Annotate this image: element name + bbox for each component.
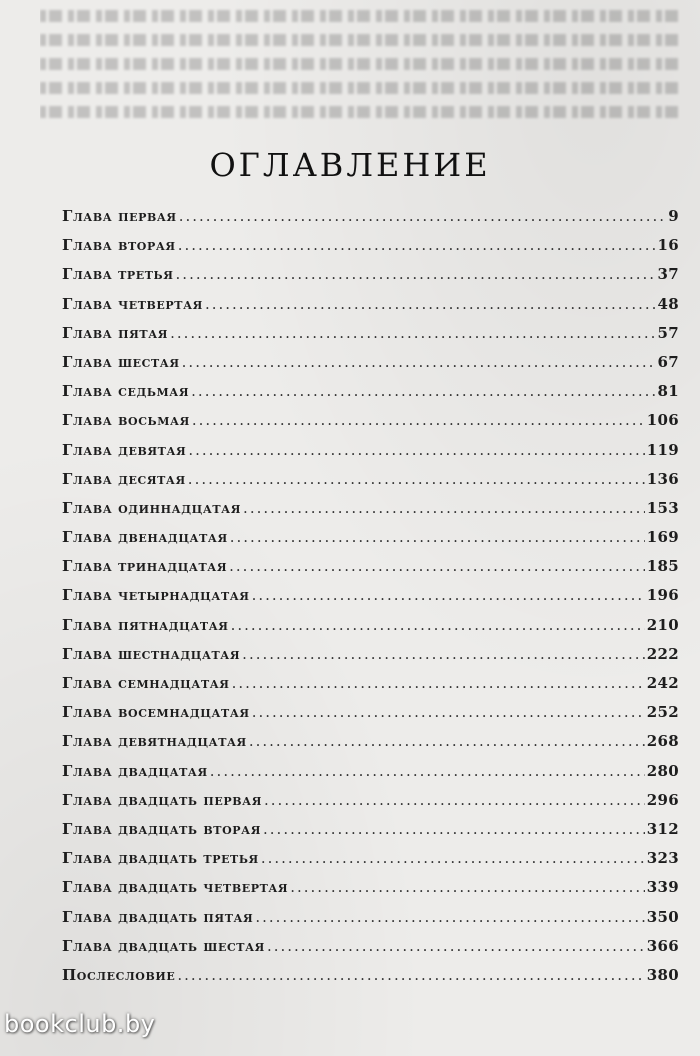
toc-entry-label: Глава двадцать пятая bbox=[62, 907, 254, 926]
leader-dots bbox=[230, 528, 645, 546]
leader-dots bbox=[252, 586, 645, 604]
leader-dots bbox=[290, 878, 645, 896]
toc-entry-page: 339 bbox=[646, 878, 679, 897]
toc-entry bbox=[62, 908, 679, 937]
toc-entry bbox=[62, 441, 679, 470]
toc-entry-page: 312 bbox=[646, 819, 679, 838]
toc-entry-page: 48 bbox=[657, 294, 679, 313]
toc-entry bbox=[62, 470, 679, 499]
toc-entry-label: Глава пятая bbox=[62, 323, 169, 342]
toc-entry-label: Глава первая bbox=[62, 207, 177, 225]
toc-entry-page: 16 bbox=[657, 236, 679, 255]
toc-entry bbox=[62, 499, 679, 528]
toc-entry bbox=[62, 265, 679, 294]
leader-dots bbox=[231, 616, 645, 634]
toc-entry-page: 153 bbox=[646, 498, 679, 517]
toc-entry bbox=[62, 616, 679, 645]
leader-dots bbox=[205, 295, 656, 313]
toc-entry-page: 252 bbox=[646, 703, 679, 722]
toc-entry-page: 222 bbox=[646, 644, 679, 663]
leader-dots bbox=[176, 265, 656, 283]
toc-entry-label: Глава шестнадцатая bbox=[62, 644, 241, 663]
toc-entry-label: Глава двенадцатая bbox=[62, 528, 228, 547]
leader-dots bbox=[243, 499, 645, 517]
toc-entry-label: Глава одиннадцатая bbox=[62, 498, 242, 517]
toc-entry bbox=[62, 762, 679, 791]
toc-entry-page: 268 bbox=[646, 732, 679, 751]
leader-dots bbox=[242, 645, 645, 663]
toc-entry bbox=[62, 937, 679, 966]
toc-entry-label: Глава двадцать шестая bbox=[62, 936, 265, 955]
toc-entry-label: Глава девятнадцатая bbox=[62, 732, 247, 751]
toc-entry-page: 81 bbox=[657, 382, 679, 401]
toc-entry bbox=[62, 353, 679, 382]
toc-entry bbox=[62, 820, 679, 849]
toc-entry-page: 196 bbox=[646, 586, 679, 605]
toc-entry bbox=[62, 295, 679, 324]
toc-entry-label: Глава двадцатая bbox=[62, 761, 208, 780]
leader-dots bbox=[210, 762, 645, 780]
toc-entry-label: Послесловие bbox=[62, 965, 176, 984]
leader-dots bbox=[177, 966, 644, 984]
toc-entry-page: 37 bbox=[657, 265, 679, 284]
leader-dots bbox=[252, 703, 645, 721]
toc-entry-label: Глава десятая bbox=[62, 469, 186, 488]
toc-entry bbox=[62, 849, 679, 878]
toc-entry-label: Глава пятнадцатая bbox=[62, 615, 229, 634]
toc-entry bbox=[62, 732, 679, 761]
toc-entry-page: 136 bbox=[646, 469, 679, 488]
toc-entry-label: Глава двадцать вторая bbox=[62, 819, 262, 838]
toc-entry bbox=[62, 586, 679, 615]
toc-entry-label: Глава четырнадцатая bbox=[62, 586, 250, 605]
leader-dots bbox=[182, 353, 656, 371]
leader-dots bbox=[255, 908, 644, 926]
toc-entry-page: 9 bbox=[668, 207, 679, 225]
leader-dots bbox=[264, 791, 645, 809]
toc-entry-page: 242 bbox=[646, 674, 679, 692]
toc-entry-label: Глава двадцать первая bbox=[62, 790, 263, 809]
toc-entry-label: Глава шестая bbox=[62, 352, 180, 371]
toc-entry-page: 296 bbox=[646, 790, 679, 809]
leader-dots bbox=[267, 937, 645, 955]
toc-entry-label: Глава двадцать четвертая bbox=[62, 878, 289, 897]
toc-entry bbox=[62, 382, 679, 411]
leader-dots bbox=[263, 820, 645, 838]
toc-entry-page: 169 bbox=[646, 528, 679, 547]
toc-entry-label: Глава вторая bbox=[62, 236, 176, 255]
toc-entry bbox=[62, 528, 679, 557]
toc-entry bbox=[62, 966, 679, 995]
leader-dots bbox=[188, 470, 645, 488]
toc-entry bbox=[62, 411, 679, 440]
toc-entry-page: 280 bbox=[646, 761, 679, 780]
toc-entry-label: Глава третья bbox=[62, 265, 174, 284]
toc-entry-label: Глава тринадцатая bbox=[62, 557, 228, 576]
watermark: bookclub.by bbox=[4, 1010, 156, 1038]
toc-entry-label: Глава семнадцатая bbox=[62, 674, 230, 692]
leader-dots bbox=[229, 557, 645, 575]
toc-entry-label: Глава седьмая bbox=[62, 382, 190, 401]
table-of-contents bbox=[62, 207, 679, 995]
toc-entry-page: 380 bbox=[646, 965, 679, 984]
leader-dots bbox=[249, 732, 645, 750]
toc-entry-page: 210 bbox=[646, 615, 679, 634]
toc-entry-page: 185 bbox=[646, 557, 679, 576]
toc-entry bbox=[62, 645, 679, 674]
toc-entry bbox=[62, 207, 679, 236]
leader-dots bbox=[188, 441, 644, 459]
page-title: ОГЛАВЛЕНИЕ bbox=[209, 146, 491, 184]
leader-dots bbox=[192, 411, 645, 429]
toc-entry bbox=[62, 674, 679, 703]
leader-dots bbox=[191, 382, 655, 400]
toc-entry bbox=[62, 878, 679, 907]
leader-dots bbox=[179, 207, 667, 225]
toc-entry-page: 106 bbox=[646, 411, 679, 430]
toc-entry-label: Глава двадцать третья bbox=[62, 849, 259, 868]
toc-entry bbox=[62, 557, 679, 586]
leader-dots bbox=[261, 849, 645, 867]
toc-entry-label: Глава девятая bbox=[62, 440, 187, 459]
bleed-through-text bbox=[40, 0, 680, 140]
toc-entry-page: 323 bbox=[646, 849, 679, 868]
toc-entry-page: 366 bbox=[646, 936, 679, 955]
toc-entry-page: 57 bbox=[657, 323, 679, 342]
toc-entry-page: 119 bbox=[646, 440, 679, 459]
toc-entry-label: Глава восемнадцатая bbox=[62, 703, 250, 722]
leader-dots bbox=[232, 674, 645, 692]
toc-entry-label: Глава восьмая bbox=[62, 411, 190, 430]
toc-entry bbox=[62, 324, 679, 353]
toc-entry bbox=[62, 703, 679, 732]
toc-entry bbox=[62, 236, 679, 265]
toc-entry bbox=[62, 791, 679, 820]
leader-dots bbox=[170, 324, 655, 342]
toc-entry-page: 350 bbox=[646, 907, 679, 926]
leader-dots bbox=[178, 236, 656, 254]
toc-entry-label: Глава четвертая bbox=[62, 294, 203, 313]
toc-entry-page: 67 bbox=[657, 352, 679, 371]
